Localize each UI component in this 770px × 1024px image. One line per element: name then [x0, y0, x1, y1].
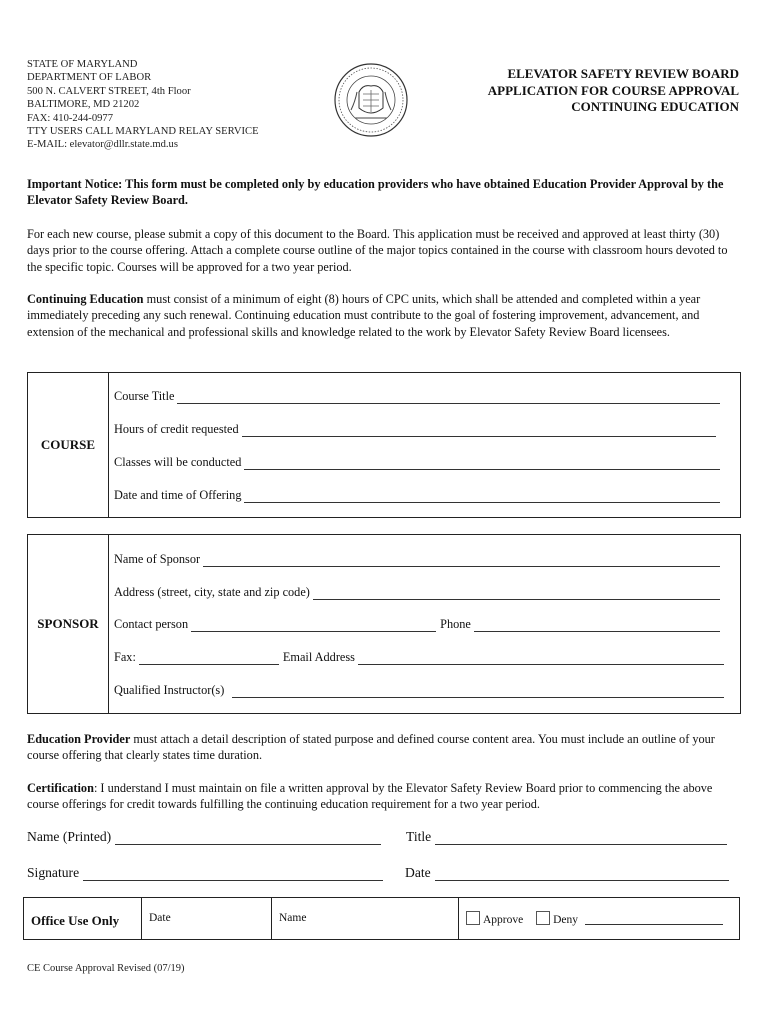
address-line: FAX: 410-244-0977 — [27, 112, 114, 124]
continuing-education-paragraph — [27, 291, 743, 340]
address-line: BALTIMORE, MD 21202 — [27, 99, 140, 111]
sponsor-address-label: Address (street, city, state and zip code) — [114, 585, 310, 599]
deny-reason-line[interactable] — [585, 914, 723, 925]
sponsor-name-label: Name of Sponsor — [114, 552, 201, 566]
classes-conducted-line[interactable] — [244, 458, 720, 470]
sponsor-label: SPONSOR — [28, 535, 109, 713]
sponsor-address-field[interactable] — [114, 585, 720, 600]
office-decision-cell — [459, 898, 739, 939]
continuing-education-lead: Continuing Education — [27, 292, 144, 306]
credit-hours-field[interactable] — [114, 422, 716, 437]
intro-paragraph: For each new course, please submit a copy of this document to the Board. This application must be received and approved at least thirty (30) days prior to the course offering. Attach a complete course outline of the major topics contained in the course with classroom hours devoted to the specific topic. Courses will be approved for a two year period. — [27, 227, 728, 274]
contact-person-line[interactable] — [191, 620, 436, 632]
name-printed-line[interactable] — [115, 832, 381, 845]
sponsor-section — [27, 534, 741, 714]
board-title-line: APPLICATION FOR COURSE APPROVAL — [487, 82, 739, 98]
name-printed-field[interactable] — [27, 829, 381, 845]
education-provider-lead: Education Provider — [27, 732, 131, 746]
instructors-line[interactable] — [232, 686, 724, 698]
credit-hours-line[interactable] — [242, 425, 716, 437]
course-section — [27, 372, 741, 518]
education-provider-text: must attach a detail description of stated purpose and defined course content area. You must include an outline of your course offering that clearly states time duration. — [27, 732, 715, 763]
agency-address — [27, 58, 259, 152]
address-line: DEPARTMENT OF LABOR — [27, 72, 152, 84]
title-label: Title — [406, 829, 432, 844]
address-line: 500 N. CALVERT STREET, 4th Floor — [27, 85, 191, 97]
contact-phone-field[interactable] — [114, 617, 720, 632]
board-title — [488, 66, 739, 116]
deny-checkbox[interactable] — [536, 911, 550, 925]
board-title-line: ELEVATOR SAFETY REVIEW BOARD — [507, 66, 739, 81]
address-line: TTY USERS CALL MARYLAND RELAY SERVICE — [27, 126, 259, 138]
date-line[interactable] — [435, 868, 729, 881]
contact-person-label: Contact person — [114, 617, 189, 631]
name-printed-label: Name (Printed) — [27, 829, 112, 844]
title-line[interactable] — [435, 832, 727, 845]
phone-line[interactable] — [474, 620, 720, 632]
board-title-line: CONTINUING EDUCATION — [571, 99, 739, 114]
instructors-label: Qualified Instructor(s) — [114, 683, 225, 697]
phone-label: Phone — [440, 617, 471, 631]
office-use-label: Office Use Only — [24, 898, 142, 939]
approve-label: Approve — [483, 914, 524, 926]
certification-lead: Certification — [27, 781, 94, 795]
office-date-label: Date — [149, 912, 171, 924]
fax-label: Fax: — [114, 650, 136, 664]
deny-label: Deny — [553, 914, 579, 926]
date-field[interactable] — [405, 865, 729, 881]
sponsor-name-line[interactable] — [203, 555, 720, 567]
sponsor-name-field[interactable] — [114, 552, 720, 567]
credit-hours-label: Hours of credit requested — [114, 422, 239, 436]
office-use-section — [23, 897, 740, 940]
date-label: Date — [405, 865, 431, 880]
instructors-field[interactable] — [114, 683, 724, 698]
fax-email-field[interactable] — [114, 650, 724, 665]
address-line: E-MAIL: elevator@dllr.state.md.us — [27, 139, 178, 151]
offering-date-label: Date and time of Offering — [114, 488, 242, 502]
classes-conducted-field[interactable] — [114, 455, 720, 470]
classes-conducted-label: Classes will be conducted — [114, 455, 242, 469]
signature-label: Signature — [27, 865, 80, 880]
approve-checkbox[interactable] — [466, 911, 480, 925]
form-revision-footer: CE Course Approval Revised (07/19) — [27, 963, 185, 974]
education-provider-paragraph — [27, 731, 743, 764]
offering-date-field[interactable] — [114, 488, 720, 503]
title-field[interactable] — [406, 829, 727, 845]
course-title-label: Course Title — [114, 389, 175, 403]
course-label: COURSE — [28, 373, 109, 517]
fax-line[interactable] — [139, 653, 279, 665]
email-label: Email Address — [282, 650, 355, 664]
office-date-cell[interactable] — [142, 898, 272, 939]
address-line: STATE OF MARYLAND — [27, 59, 138, 70]
signature-field[interactable] — [27, 865, 383, 881]
email-line[interactable] — [358, 653, 724, 665]
certification-text: : I understand I must maintain on file a written approval by the Elevator Safety Review Board prior to commencing the above course offerings for credit towards fulfilling the continuing education requirement for a two year period. — [27, 781, 713, 812]
office-name-cell[interactable] — [272, 898, 459, 939]
offering-date-line[interactable] — [244, 491, 720, 503]
course-title-line[interactable] — [177, 392, 720, 404]
course-title-field[interactable] — [114, 389, 720, 404]
important-notice: Important Notice: This form must be completed only by education providers who have obtained Education Provider Approval by the Elevator Safety Review Board. — [27, 177, 724, 208]
continuing-education-text: must consist of a minimum of eight (8) hours of CPC units, which shall be attended and completed within a year immediately preceding any such renewal. Continuing education must contribute to the goal of fostering improvement, advancement, and extension of the mechanical and professional skills and knowledge related to the work by Elevator Safety Review Board licensees. — [27, 292, 701, 339]
certification-paragraph — [27, 780, 743, 813]
sponsor-address-line[interactable] — [313, 588, 720, 600]
maryland-seal-icon — [333, 62, 409, 138]
signature-line[interactable] — [83, 868, 383, 881]
office-name-label: Name — [279, 912, 307, 924]
